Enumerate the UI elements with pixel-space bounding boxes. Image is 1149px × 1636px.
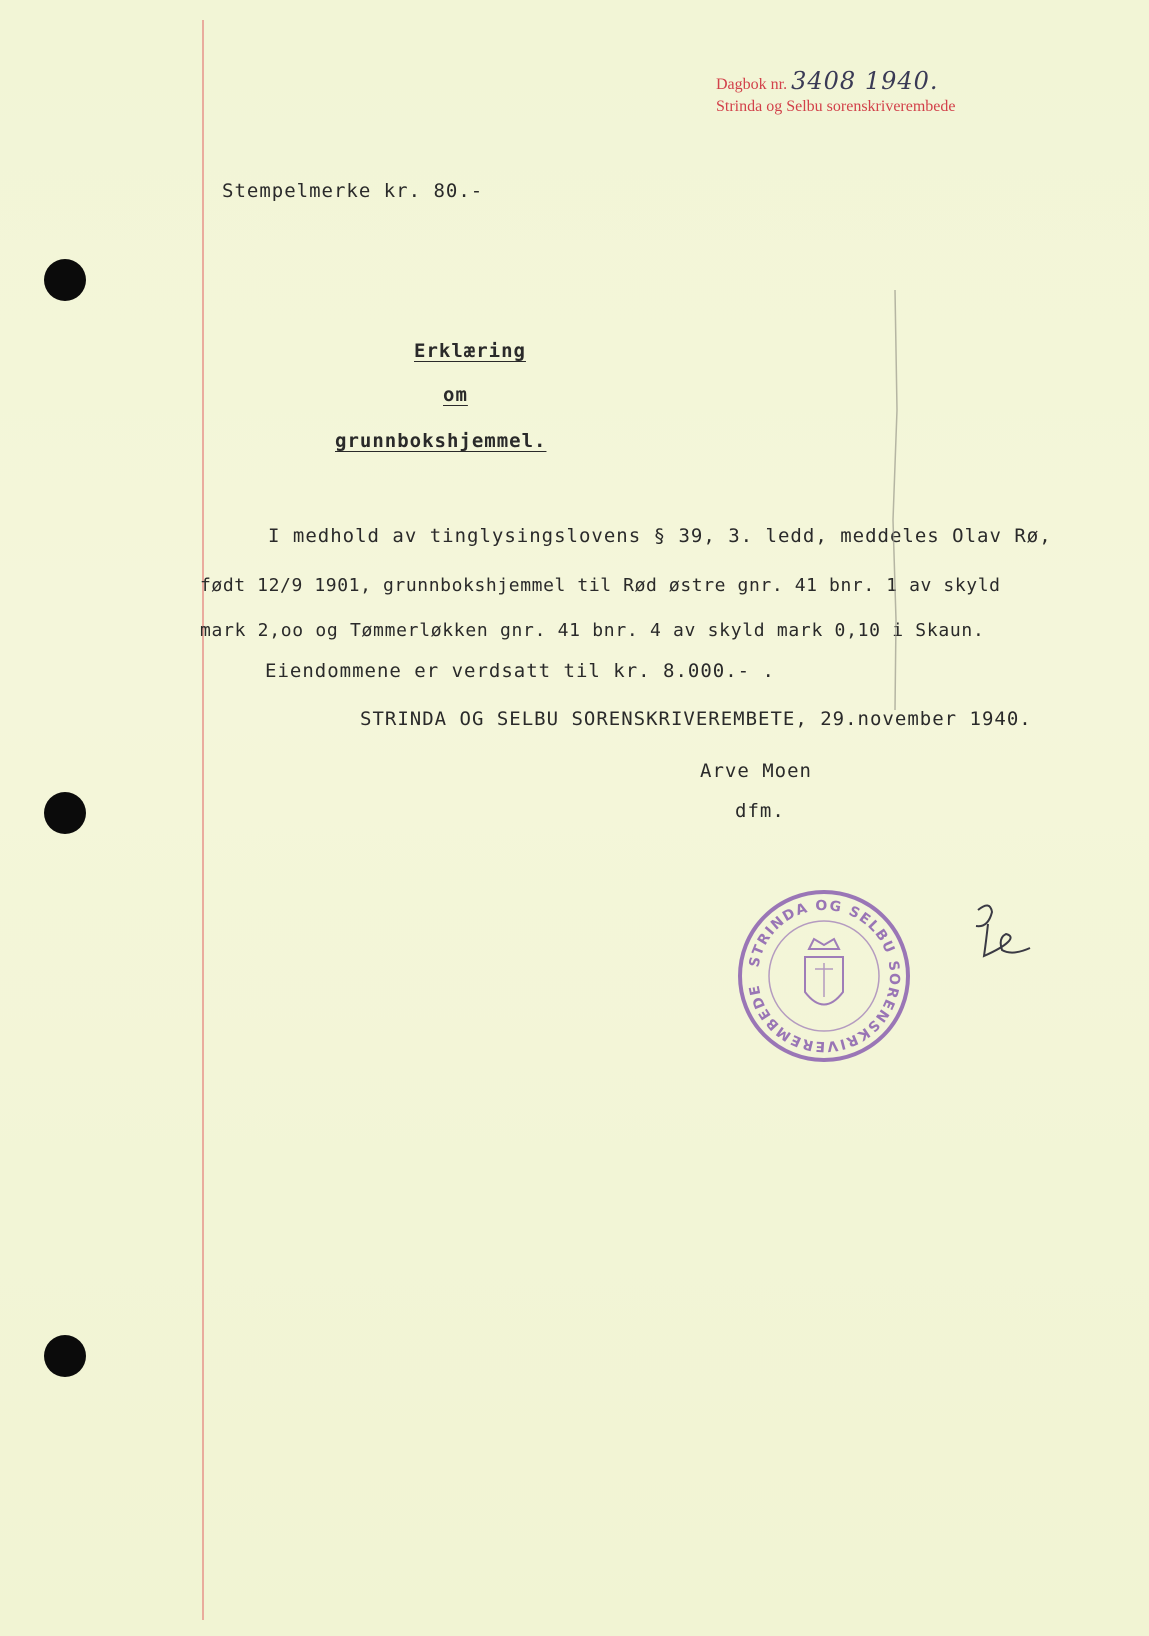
handwritten-initials <box>968 898 1038 968</box>
place-date-line: STRINDA OG SELBU SORENSKRIVEREMBETE, 29.november 1940. <box>360 708 1032 730</box>
title-line-3: grunnbokshjemmel. <box>335 430 547 452</box>
margin-line <box>202 20 204 1620</box>
court-office-label: Strinda og Selbu sorenskriverembede <box>716 98 956 115</box>
signatory-name: Arve Moen <box>700 760 812 782</box>
body-line-4: Eiendommene er verdsatt til kr. 8.000.- . <box>265 660 775 682</box>
body-line-1: I medhold av tinglysingslovens § 39, 3. ledd, meddeles Olav Rø, <box>268 525 1052 547</box>
stempelmerke-line: Stempelmerke kr. 80.- <box>222 180 484 202</box>
header-stamp <box>716 67 956 118</box>
pencil-mark <box>883 290 907 710</box>
punch-hole <box>44 259 86 301</box>
title-line-2: om <box>443 384 468 406</box>
dagbok-number: 3408 1940. <box>791 67 939 95</box>
official-seal <box>735 887 913 1065</box>
title-line-1: Erklæring <box>414 340 526 362</box>
punch-hole <box>44 792 86 834</box>
signatory-title: dfm. <box>735 800 785 822</box>
body-line-2: født 12/9 1901, grunnbokshjemmel til Rød østre gnr. 41 bnr. 1 av skyld <box>200 575 1001 596</box>
dagbok-label: Dagbok nr. <box>716 76 788 93</box>
punch-hole <box>44 1335 86 1377</box>
seal-text: STRINDA OG SELBU SORENSKRIVEREMBEDE <box>746 897 903 1055</box>
body-line-3: mark 2,oo og Tømmerløkken gnr. 41 bnr. 4 av skyld mark 0,10 i Skaun. <box>200 620 985 641</box>
